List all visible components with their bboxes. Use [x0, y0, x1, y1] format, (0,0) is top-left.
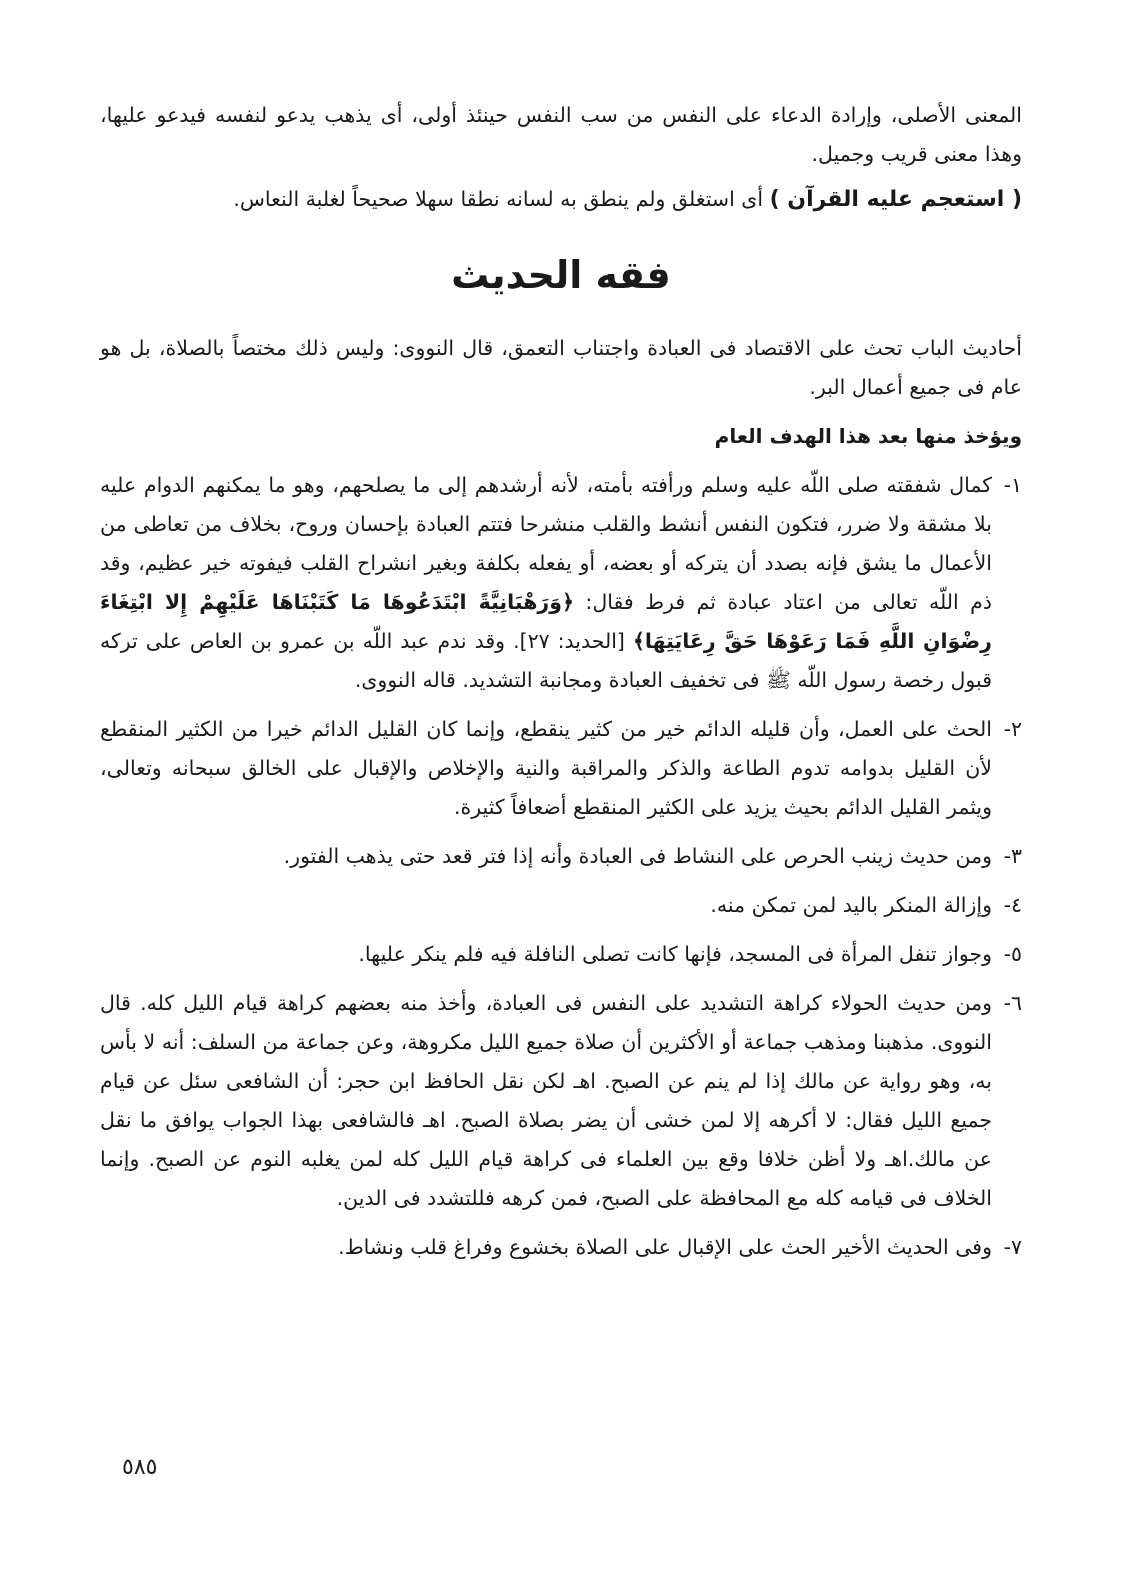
gloss-term: ( استعجم عليه القرآن ) [769, 187, 1022, 212]
gloss-paragraph [100, 180, 1022, 219]
item-number: ٤- [1003, 893, 1022, 917]
item-text-part-a: كمال شفقته صلى اللّه عليه وسلم ورأفته بأمته، لأنه أرشدهم إلى ما يصلحهم، وهو ما يمكنهم الدوام عليه بلا مشقة ولا ضرر، فتكون النفس أنشط والقلب منشرحا فتتم العبادة بإحسان وروح، بخلاف من تعاطى من الأعمال ما يشق فإنه بصدد أن يتركه أو بعضه، أو يفعله بكلفة وبغير انشراح القلب فيفوته خير عظيم، وقد ذم اللّه تعالى من اعتاد عبادة ثم فرط فقال: [100, 473, 992, 614]
list-item-5 [100, 935, 1022, 974]
item-text: ومن حديث زينب الحرص على النشاط فى العبادة وأنه إذا فتر قعد حتى يذهب الفتور. [283, 844, 992, 868]
list-item-3 [100, 837, 1022, 876]
item-number: ١- [1003, 473, 1022, 497]
item-number: ٣- [1003, 844, 1022, 868]
list-item-2 [100, 710, 1022, 827]
item-text-part-b: [الحديد: ٢٧]. وقد ندم عبد اللّه بن عمرو بن العاص على تركه قبول رخصة رسول اللّه ﷺ فى تخفيف العبادة ومجانبة التشديد. قاله النووى. [100, 629, 992, 692]
intro-paragraph: المعنى الأصلى، وإرادة الدعاء على النفس من سب النفس حينئذ أولى، أى يذهب يدعو لنفسه فيدعو عليها، وهذا معنى قريب وجميل. [100, 103, 1022, 166]
quran-verse: ﴿وَرَهْبَانِيَّةً ابْتَدَعُوهَا مَا كَتَبْنَاهَا عَلَيْهِمْ إِلا ابْتِغَاءَ رِضْوَانِ اللَّهِ فَمَا رَعَوْهَا حَقَّ رِعَايَتِهَا﴾ [100, 590, 992, 653]
item-number: ٧- [1003, 1235, 1022, 1259]
item-text: وإزالة المنكر باليد لمن تمكن منه. [710, 893, 992, 917]
list-item-4 [100, 886, 1022, 925]
page-number: ٥٨٥ [122, 1455, 158, 1480]
item-number: ٥- [1003, 942, 1022, 966]
list-item-1 [100, 466, 1022, 700]
item-number: ٦- [1003, 991, 1022, 1015]
list-item-6 [100, 984, 1022, 1218]
item-number: ٢- [1003, 717, 1022, 741]
section-title: فقه الحديث [451, 253, 671, 297]
page-content [100, 96, 1022, 1277]
item-text: وفى الحديث الأخير الحث على الإقبال على الصلاة بخشوع وفراغ قلب ونشاط. [338, 1235, 992, 1259]
subheading: ويؤخذ منها بعد هذا الهدف العام [714, 424, 1022, 448]
lead-paragraph: أحاديث الباب تحث على الاقتصاد فى العبادة واجتناب التعمق، قال النووى: وليس ذلك مختصاً بالصلاة، بل هو عام فى جميع أعمال البر. [100, 336, 1022, 399]
item-text [100, 466, 992, 700]
item-text: وجواز تنفل المرأة فى المسجد، فإنها كانت تصلى النافلة فيه فلم ينكر عليها. [358, 942, 992, 966]
item-text: الحث على العمل، وأن قليله الدائم خير من كثير ينقطع، وإنما كان القليل الدائم خيرا من الكثير المنقطع لأن القليل بدوامه تدوم الطاعة والذكر والمراقبة والنية والإخلاص والإقبال على الخالق سبحانه وتعالى، ويثمر القليل الدائم بحيث يزيد على الكثير المنقطع أضعافاً كثيرة. [100, 717, 992, 819]
list-item-7 [100, 1228, 1022, 1267]
item-text: ومن حديث الحولاء كراهة التشديد على النفس فى العبادة، وأخذ منه بعضهم كراهة قيام الليل كله. قال النووى. مذهبنا ومذهب جماعة أو الأكثرين أن صلاة جميع الليل مكروهة، وعن جماعة من السلف: أنه لا بأس به، وهو رواية عن مالك إذا لم ينم عن الصبح. اهـ لكن نقل الحافظ ابن حجر: أن الشافعى سئل عن قيام جميع الليل فقال: لا أكرهه إلا لمن خشى أن يضر بصلاة الصبح. اهـ فالشافعى بهذا الجواب يوافق ما نقل عن مالك.اهـ ولا أظن خلافا وقع بين العلماء فى كراهة قيام الليل كله لمن يغلبه النوم عن الصبح. وإنما الخلاف فى قيامه كله مع المحافظة على الصبح، فمن كرهه فللتشدد فى الدين. [100, 991, 992, 1210]
gloss-text: أى استغلق ولم ينطق به لسانه نطقا سهلا صحيحاً لغلبة النعاس. [233, 187, 764, 211]
